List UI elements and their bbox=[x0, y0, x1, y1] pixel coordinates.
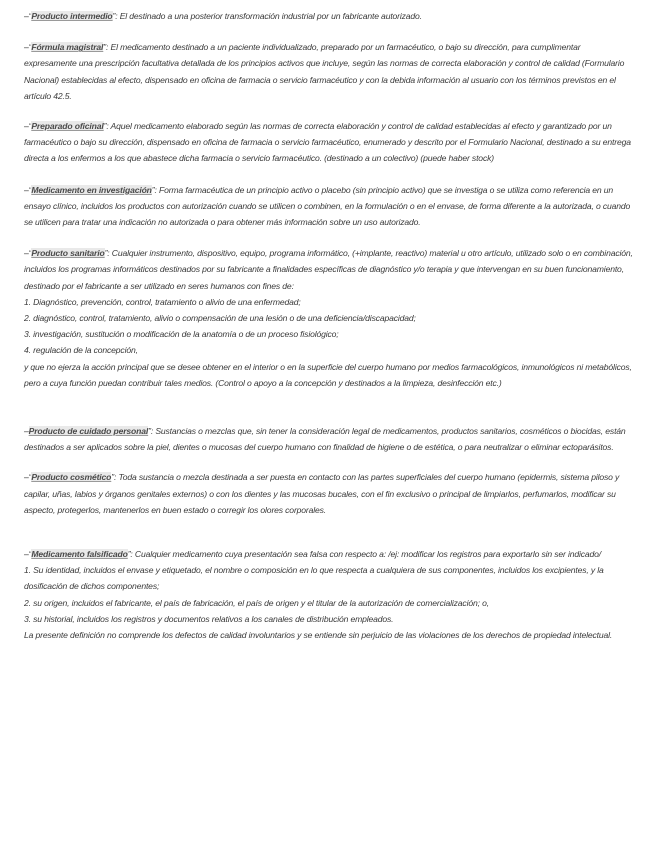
definition-term: Medicamento falsificado bbox=[31, 549, 128, 560]
definition-producto-cuidado-personal: –Producto de cuidado personal”: Sustancias o mezclas que, sin tener la consideración legal de medicamentos, productos sanitarios, cosméticos o biocidas, están destinados a ser aplicados sobre la piel, dientes o mucosas del cuerpo humano con finalidad de higiene o de estética, o para neutralizar o eliminar ectoparásitos. bbox=[24, 426, 626, 453]
definition-producto-intermedio: –“Producto intermedio”: El destinado a una posterior transformación industrial por un fabricante autorizado. bbox=[24, 11, 422, 21]
list-item: 1. Diagnóstico, prevención, control, tratamiento o alivio de una enfermedad; bbox=[24, 296, 301, 307]
list-item: 3. investigación, sustitución o modificación de la anatomía o de un proceso fisiológico; bbox=[24, 329, 339, 340]
list-item: y que no ejerza la acción principal que se desee obtener en el interior o en la superficie del cuerpo humano por medios farmacológicos, inmunológicos ni metabólicos, pero a cuya función puedan contribuir tales medios. (Control o apoyo a la concepción y destinados a la limpieza, desinfección etc.) bbox=[24, 361, 632, 388]
definition-text: Cualquier instrumento, dispositivo, equipo, programa informático, (+implante, reactivo) material u otro artículo, utilizado solo o en combinación, incluidos los programas informáticos destinados por su fabricante a finalidades específicas de diagnóstico y/o terapia y que intervengan en su buen funcionamiento, destinado por el fabricante a ser utilizado en seres humanos con fines de: bbox=[24, 248, 633, 291]
list-item: 2. diagnóstico, control, tratamiento, alivio o compensación de una lesión o de una deficiencia/discapacidad; bbox=[24, 313, 416, 324]
definition-text: Sustancias o mezclas que, sin tener la consideración legal de medicamentos, productos sanitarios, cosméticos o biocidas, están destinados a ser aplicados sobre la piel, dientes o mucosas del cuerpo humano con finalidad de higiene o de estética, o para neutralizar o eliminar ectoparásitos. bbox=[24, 426, 626, 453]
definition-term: Preparado oficinal bbox=[31, 121, 104, 132]
definition-preparado-oficinal: –“Preparado oficinal”: Aquel medicamento elaborado según las normas de correcta elaboración y control de calidad establecidas al efecto y garantizado por un farmacéutico o bajo su dirección, dispensado en oficina de farmacia o servicio farmacéutico, enumerado y descrito por el Formulario Nacional, destinado a su entrega directa a los enfermos a los que abastece dicha farmacia o servicio farmacéutico. (destinado a un colectivo) (puede haber stock) bbox=[24, 121, 631, 164]
definition-text: El destinado a una posterior transformación industrial por un fabricante autorizado. bbox=[119, 11, 422, 21]
definition-text: Cualquier medicamento cuya presentación sea falsa con respecto a: /ej: modificar los registros para exportarlo sin ser indicado/ bbox=[134, 549, 602, 560]
definition-producto-cosmetico: –“Producto cosmético”: Toda sustancia o mezcla destinada a ser puesta en contacto con las partes superficiales del cuerpo humano (epidermis, sistema piloso y capilar, uñas, labios y órganos genitales externos) o con los dientes y las mucosas bucales, con el fin exclusivo o principal de limpiarlos, perfumarlos, modificar su aspecto, protegerlos, mantenerlos en buen estado o corregir los olores corporales. bbox=[24, 472, 620, 515]
list-item: 3. su historial, incluidos los registros y documentos relativos a los canales de distribución empleados. bbox=[24, 613, 394, 624]
definition-text: Toda sustancia o mezcla destinada a ser puesta en contacto con las partes superficiales del cuerpo humano (epidermis, sistema piloso y capilar, uñas, labios y órganos genitales externos) o con los dientes y las mucosas bucales, con el fin exclusivo o principal de limpiarlos, perfumarlos, modificar su aspecto, protegerlos, mantenerlos en buen estado o corregir los olores corporales. bbox=[24, 472, 620, 515]
list-item: La presente definición no comprende los defectos de calidad involuntarios y se entiende sin perjuicio de las violaciones de los derechos de propiedad intelectual. bbox=[24, 630, 613, 641]
definition-text: Aquel medicamento elaborado según las normas de correcta elaboración y control de calidad establecidas al efecto y garantizado por un farmacéutico o bajo su dirección, dispensado en oficina de farmacia o servicio farmacéutico, enumerado y descrito por el Formulario Nacional, destinado a su entrega directa a los enfermos a los que abastece dicha farmacia o servicio farmacéutico. (destinado a un colectivo) (puede haber stock) bbox=[24, 121, 631, 164]
definition-medicamento-en-investigacion: –“Medicamento en investigación”: Forma farmacéutica de un principio activo o placebo (sin principio activo) que se investiga o se utiliza como referencia en un ensayo clínico, incluidos los productos con autorización cuando se utilicen o combinen, en la formulación o en el envase, de forma diferente a la autorizada, o cuando se utilicen para tratar una indicación no autorizada o para obtener más información sobre un uso autorizado. bbox=[24, 184, 631, 228]
list-item: 1. Su identidad, incluidos el envase y etiquetado, el nombre o composición en lo que respecta a cualquiera de sus componentes, incluidos los excipientes, y la dosificación de dichos componentes; bbox=[24, 565, 604, 592]
list-item: 2. su origen, incluidos el fabricante, el país de fabricación, el país de origen y el titular de la autorización de comercialización; o, bbox=[24, 597, 489, 608]
definition-term: Producto intermedio bbox=[31, 11, 113, 21]
definition-term: Producto cosmético bbox=[31, 472, 112, 483]
definition-term: Fórmula magistral bbox=[31, 42, 104, 53]
definition-text: Forma farmacéutica de un principio activo o placebo (sin principio activo) que se investiga o se utiliza como referencia en un ensayo clínico, incluidos los productos con autorización cuando se utilicen o combinen, en la formulación o en el envase, de forma diferente a la autorizada, o cuando se utilicen para tratar una indicación no autorizada o para obtener más información sobre un uso autorizado. bbox=[24, 184, 631, 228]
definition-term: Medicamento en investigación bbox=[31, 184, 152, 195]
list-item: 4. regulación de la concepción, bbox=[24, 345, 138, 356]
definition-term: Producto de cuidado personal bbox=[28, 426, 149, 437]
definition-medicamento-falsificado: –“Medicamento falsificado”: Cualquier medicamento cuya presentación sea falsa con respecto a: /ej: modificar los registros para exportarlo sin ser indicado/ 1. Su identidad, incluidos el envase y etiquetado, el nombre o composición en lo que respecta a cualquiera de sus componentes, incluidos los excipientes, y la dosificación de dichos componentes; 2. su origen, incluidos el fabricante, el país de fabricación, el país de origen y el titular de la autorización de comercialización; o, 3. su historial, incluidos los registros y documentos relativos a los canales de distribución empleados. La presente definición no comprende los defectos de calidad involuntarios y se entiende sin perjuicio de las violaciones de los derechos de propiedad intelectual. bbox=[24, 546, 634, 643]
definition-formula-magistral: –“Fórmula magistral”: El medicamento destinado a un paciente individualizado, preparado por un farmacéutico, o bajo su dirección, para cumplimentar expresamente una prescripción facultativa detallada de los principios activos que incluye, según las normas de correcta elaboración y control de calidad (Formulario Nacional) establecidas al efecto, dispensado en oficina de farmacia o servicio farmacéutico y con la debida información al usuario con los términos previstos en el artículo 42.5. bbox=[24, 42, 625, 101]
definition-producto-sanitario: –“Producto sanitario”: Cualquier instrumento, dispositivo, equipo, programa informático, (+implante, reactivo) material u otro artículo, utilizado solo o en combinación, incluidos los programas informáticos destinados por su fabricante a finalidades específicas de diagnóstico y/o terapia y que intervengan en su buen funcionamiento, destinado por el fabricante a ser utilizado en seres humanos con fines de: 1. Diagnóstico, prevención, control, tratamiento o alivio de una enfermedad; 2. diagnóstico, control, tratamiento, alivio o compensación de una lesión o de una deficiencia/discapacidad; 3. investigación, sustitución o modificación de la anatomía o de un proceso fisiológico; 4. regulación de la concepción, y que no ejerza la acción principal que se desee obtener en el interior o en la superficie del cuerpo humano por medios farmacológicos, inmunológicos ni metabólicos, pero a cuya función puedan contribuir tales medios. (Control o apoyo a la concepción y destinados a la limpieza, desinfección etc.) bbox=[24, 245, 634, 391]
definition-text: El medicamento destinado a un paciente individualizado, preparado por un farmacéutico, o bajo su dirección, para cumplimentar expresamente una prescripción facultativa detallada de los principios activos que incluye, según las normas de correcta elaboración y control de calidad (Formulario Nacional) establecidas al efecto, dispensado en oficina de farmacia o servicio farmacéutico y con la debida información al usuario con los términos previstos en el artículo 42.5. bbox=[24, 42, 625, 101]
definition-term: Producto sanitario bbox=[31, 248, 105, 259]
